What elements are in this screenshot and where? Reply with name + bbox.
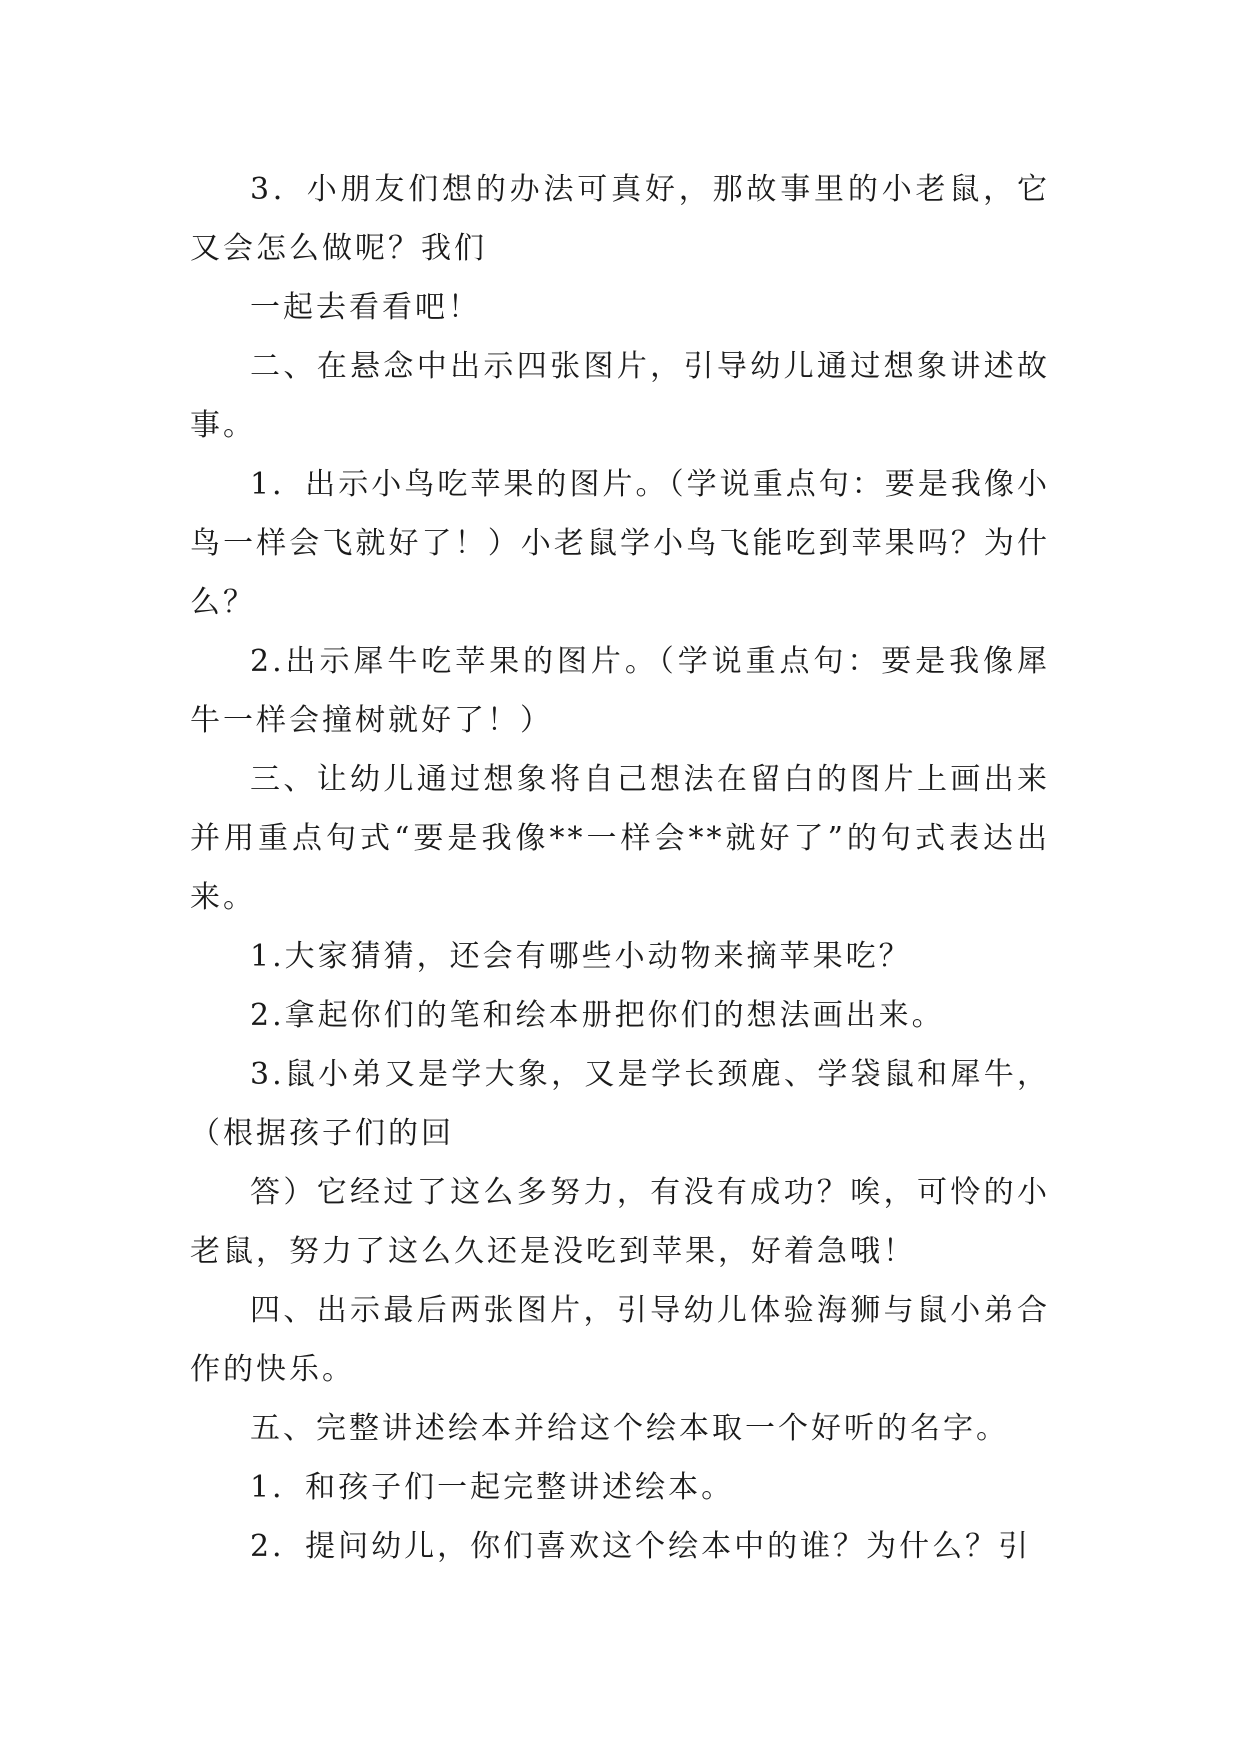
paragraph: 2．提问幼儿，你们喜欢这个绘本中的谁？为什么？引 — [250, 1529, 1032, 1564]
paragraph: 3.鼠小弟又是学大象，又是学长颈鹿、学袋鼠和犀牛，（根据孩子们的回 — [190, 1057, 1050, 1151]
paragraph: 五、完整讲述绘本并给这个绘本取一个好听的名字。 — [250, 1411, 1009, 1446]
paragraph: 3．小朋友们想的办法可真好，那故事里的小老鼠，它又会怎么做呢？我们 — [190, 172, 1050, 266]
paragraph: 四、出示最后两张图片，引导幼儿体验海狮与鼠小弟合作的快乐。 — [190, 1293, 1050, 1387]
paragraph: 1．和孩子们一起完整讲述绘本。 — [250, 1470, 735, 1505]
paragraph: 三、让幼儿通过想象将自己想法在留白的图片上画出来并用重点句式“要是我像**一样会**就好了”的句式表达出来。 — [190, 762, 1050, 915]
paragraph: 1.大家猜猜，还会有哪些小动物来摘苹果吃？ — [250, 939, 912, 974]
paragraph: 1．出示小鸟吃苹果的图片。（学说重点句：要是我像小鸟一样会飞就好了！）小老鼠学小鸟飞能吃到苹果吗？为什么？ — [190, 467, 1050, 620]
paragraph: 一起去看看吧！ — [250, 290, 481, 325]
paragraph: 答）它经过了这么多努力，有没有成功？唉，可怜的小老鼠，努力了这么久还是没吃到苹果，好着急哦！ — [190, 1175, 1050, 1269]
paragraph: 2.拿起你们的笔和绘本册把你们的想法画出来。 — [250, 998, 945, 1033]
paragraph: 二、在悬念中出示四张图片，引导幼儿通过想象讲述故事。 — [190, 349, 1050, 443]
document-body — [190, 160, 1050, 1576]
paragraph: 2.出示犀牛吃苹果的图片。（学说重点句：要是我像犀牛一样会撞树就好了！） — [190, 644, 1050, 738]
